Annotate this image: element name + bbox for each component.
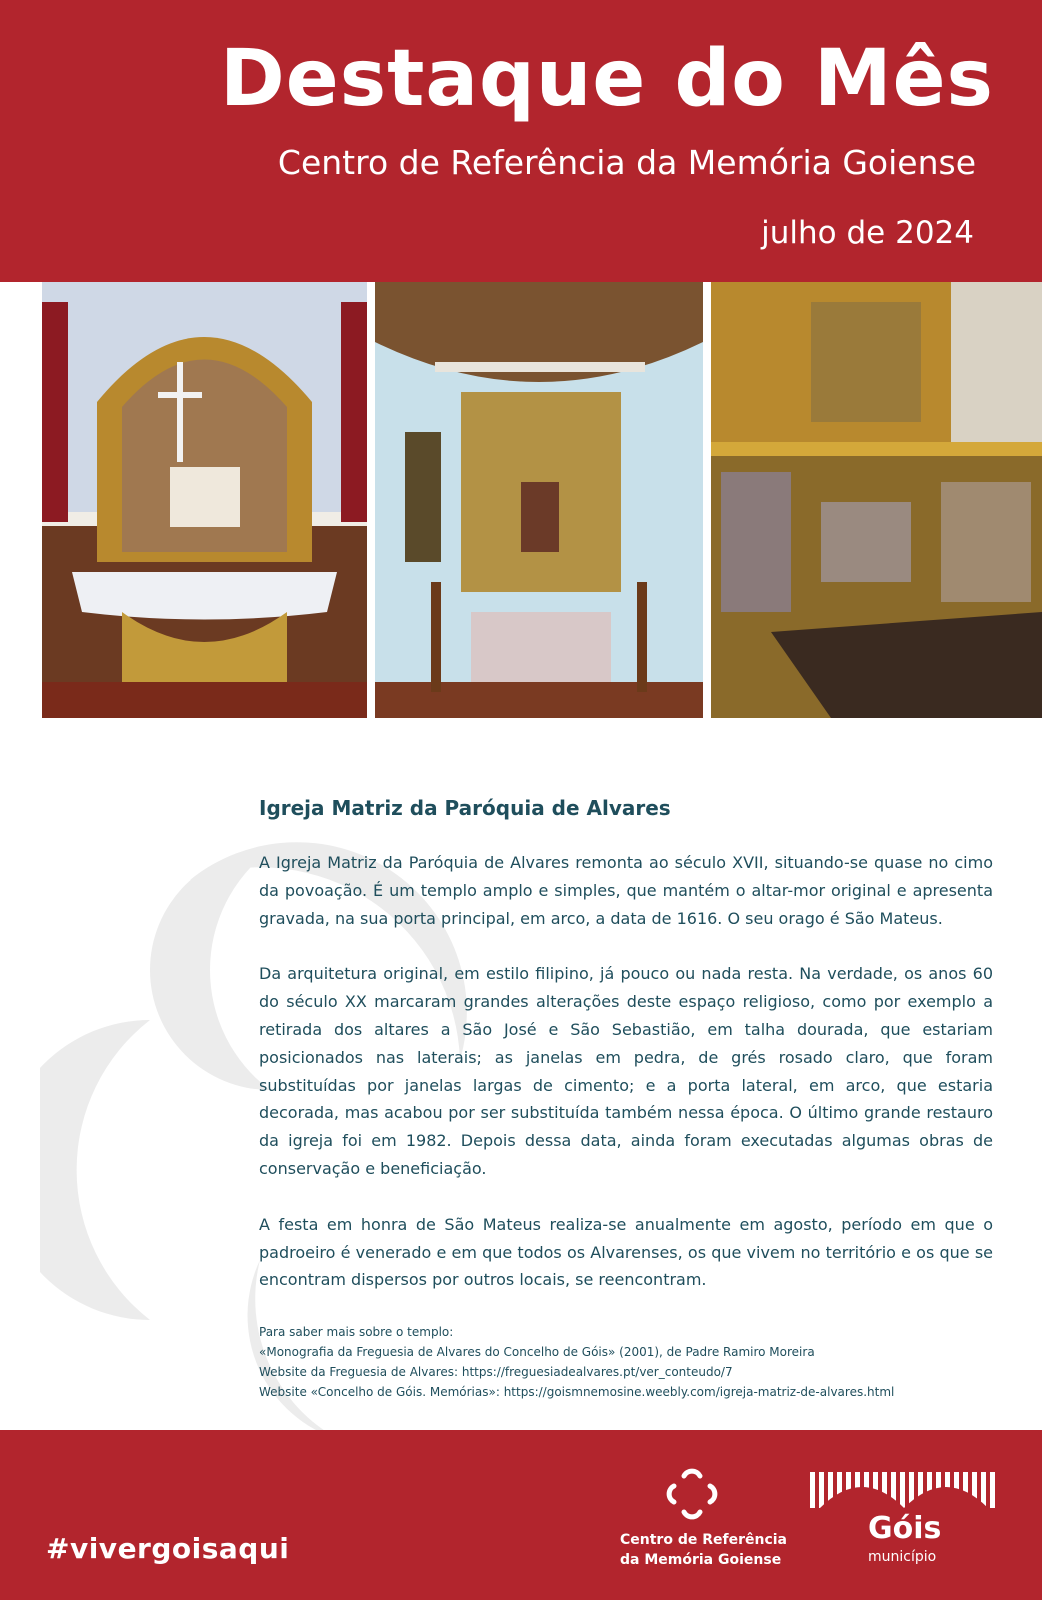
article-paragraph: Da arquitetura original, em estilo filipino, já pouco ou nada resta. Na verdade, os anos 60 do século XX marcaram grandes alterações deste espaço religioso, como por exemplo a retirada dos altares a São José e São Sebastião, em talha dourada, que estariam posicionados nas laterais; as janelas em pedra, de grés rosado claro, que foram substituídas por janelas largas de cimento; e a porta lateral, em arco, que estaria decorada, mas acabou por ser substituída também nessa época. O último grande restauro da igreja foi em 1982. Depois dessa data, ainda foram executadas algumas obras de conservação e beneficiação. bbox=[259, 964, 993, 1178]
reference-book: «Monografia da Freguesia de Alvares do Concelho de Góis» (2001), de Padre Ramiro Moreira bbox=[259, 1345, 815, 1360]
church-interior-icon bbox=[375, 282, 703, 718]
gois-bridge-icon bbox=[810, 1466, 996, 1508]
references bbox=[259, 1322, 993, 1402]
hashtag: #vivergoisaqui bbox=[46, 1532, 290, 1565]
reference-link[interactable]: Website da Freguesia de Alvares: https://freguesiadealvares.pt/ver_conteudo/7 bbox=[259, 1365, 733, 1380]
issue-date: julho de 2024 bbox=[761, 215, 974, 251]
gois-wordmark: Góis bbox=[868, 1511, 942, 1546]
photo-church-interior bbox=[375, 282, 703, 718]
crmg-line2: da Memória Goiense bbox=[620, 1552, 782, 1568]
references-intro: Para saber mais sobre o templo: bbox=[259, 1325, 454, 1340]
photo-altar bbox=[42, 282, 367, 718]
gois-subtitle: município bbox=[868, 1549, 937, 1565]
reference-link[interactable]: Website «Concelho de Góis. Memórias»: https://goismnemosine.weebly.com/igreja-matriz-de-alvares.html bbox=[259, 1385, 895, 1400]
footer-banner bbox=[0, 1430, 1042, 1600]
crmg-wordmark bbox=[620, 1530, 787, 1570]
page-title: Destaque do Mês bbox=[220, 34, 994, 124]
article-paragraph: A festa em honra de São Mateus realiza-se anualmente em agosto, período em que o padroeiro é venerado e em que todos os Alvarenses, os que vivem no território e os que se encontram dispersos por outros locais, se reencontram. bbox=[259, 1214, 993, 1290]
altar-icon bbox=[42, 282, 367, 718]
crmg-line1: Centro de Referência bbox=[620, 1532, 787, 1548]
gilded-retable-icon bbox=[711, 282, 1042, 718]
page-subtitle: Centro de Referência da Memória Goiense bbox=[277, 143, 976, 182]
photo-gilded-retable bbox=[711, 282, 1042, 718]
article-paragraph: A Igreja Matriz da Paróquia de Alvares remonta ao século XVII, situando-se quase no cimo da povoação. É um templo amplo e simples, que mantém o altar-mor original e apresenta gravada, na sua porta principal, em arco, a data de 1616. O seu orago é São Mateus. bbox=[259, 853, 993, 928]
article bbox=[259, 796, 993, 1402]
article-title: Igreja Matriz da Paróquia de Alvares bbox=[259, 796, 671, 820]
header-banner bbox=[0, 0, 1042, 282]
crmg-logo-icon bbox=[664, 1466, 720, 1522]
